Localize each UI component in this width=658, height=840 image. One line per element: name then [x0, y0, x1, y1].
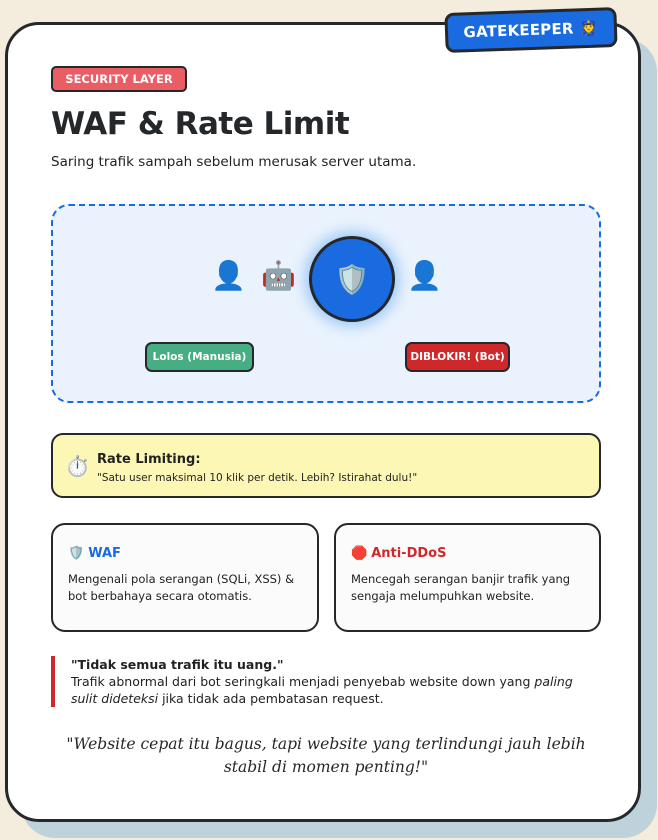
feature-heading	[351, 546, 446, 561]
feature-title: WAF	[88, 546, 121, 561]
feature-card-waf	[51, 523, 319, 632]
rate-limit-text: "Satu user maksimal 10 klik per detik. Lebih? Istirahat dulu!"	[97, 472, 418, 484]
police-officer-icon: 👮	[579, 18, 599, 38]
shield-icon: 🛡️	[68, 546, 85, 561]
feature-text: Mencegah serangan banjir trafik yang sengaja melumpuhkan website.	[351, 572, 571, 603]
note-text-after: jika tidak ada pembatasan request.	[158, 691, 384, 706]
user-icon: 👤	[211, 259, 246, 292]
stop-sign-icon: 🛑	[351, 546, 368, 561]
blocked-bot-label: DIBLOKIR! (Bot)	[405, 342, 510, 372]
gatekeeper-badge	[444, 7, 617, 53]
shield-icon: 🛡️	[334, 262, 370, 296]
rate-limit-title: Rate Limiting:	[97, 452, 201, 467]
stopwatch-icon: ⏱️	[65, 454, 90, 478]
note-title: "Tidak semua trafik itu uang."	[71, 657, 284, 672]
note-body	[71, 673, 601, 707]
badge-label: GATEKEEPER	[463, 19, 574, 42]
feature-text: Mengenali pola serangan (SQLi, XSS) & bot berbahaya secara otomatis.	[68, 572, 295, 603]
main-card	[5, 19, 641, 822]
rate-limit-box	[51, 433, 601, 498]
page-subtitle: Saring trafik sampah sebelum merusak server utama.	[51, 154, 417, 170]
traffic-diagram	[51, 204, 601, 403]
note-emphasis: paling sulit dideteksi	[71, 674, 573, 706]
closing-quote: "Website cepat itu bagus, tapi website yang terlindungi jauh lebih stabil di momen penting!"	[66, 735, 586, 776]
pass-human-label: Lolos (Manusia)	[145, 342, 254, 372]
note-text-before: Trafik abnormal dari bot seringkali menjadi penyebab website down yang	[71, 674, 535, 689]
page-title: WAF & Rate Limit	[51, 106, 350, 142]
security-layer-tag: SECURITY LAYER	[51, 66, 187, 92]
feature-title: Anti-DDoS	[371, 546, 447, 561]
note-blockquote	[51, 656, 601, 707]
user-icon: 👤	[407, 259, 442, 292]
feature-heading	[68, 546, 121, 561]
robot-icon: 🤖	[261, 259, 296, 292]
feature-card-anti-ddos	[334, 523, 601, 632]
firewall-shield	[309, 236, 395, 322]
